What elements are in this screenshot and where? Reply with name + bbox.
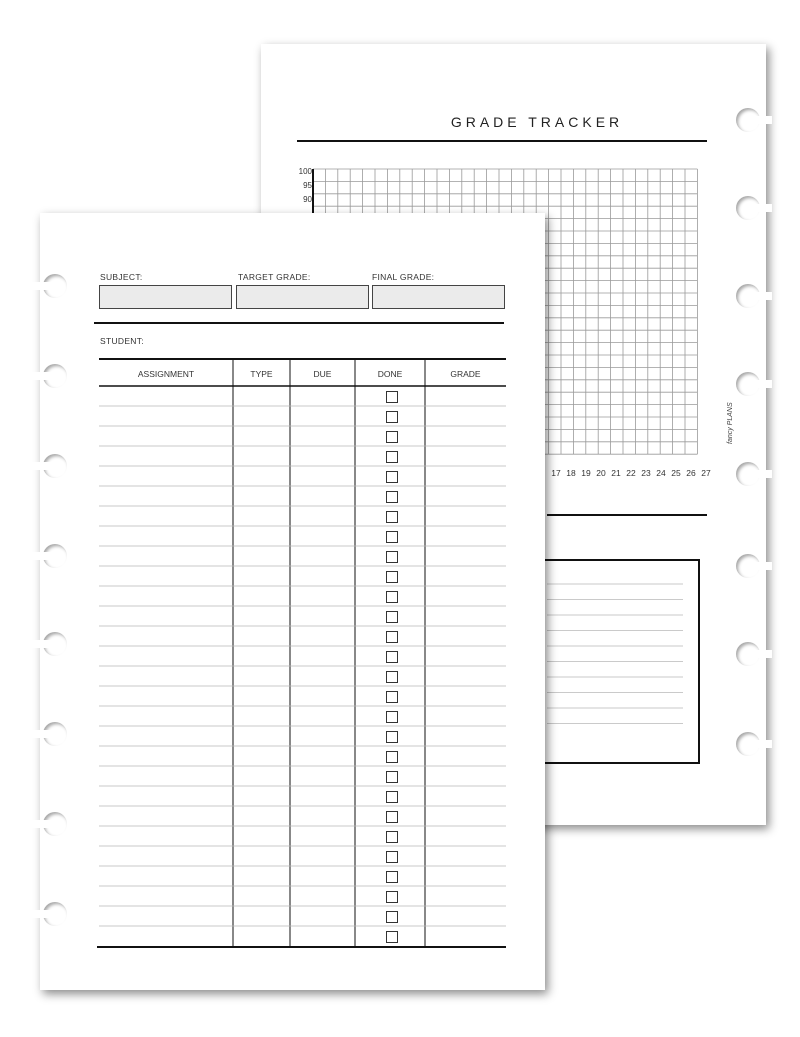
done-checkbox[interactable]: [386, 411, 398, 423]
binder-notch-opening: [31, 552, 55, 560]
binder-notch-opening: [31, 730, 55, 738]
done-checkbox[interactable]: [386, 551, 398, 563]
x-axis-label: 20: [596, 468, 606, 478]
x-axis-label: 25: [671, 468, 681, 478]
done-checkbox[interactable]: [386, 651, 398, 663]
x-axis-label: 23: [641, 468, 651, 478]
done-checkbox[interactable]: [386, 871, 398, 883]
subject-label: SUBJECT:: [100, 272, 143, 282]
done-checkbox[interactable]: [386, 711, 398, 723]
binder-notch-opening: [31, 372, 55, 380]
done-checkbox[interactable]: [386, 451, 398, 463]
binder-notch-opening: [748, 470, 772, 478]
binder-notch-opening: [748, 740, 772, 748]
y-axis-label-100: 100: [298, 167, 312, 176]
done-checkbox[interactable]: [386, 571, 398, 583]
done-checkbox[interactable]: [386, 891, 398, 903]
y-axis-label-95: 95: [303, 181, 312, 190]
done-checkbox[interactable]: [386, 611, 398, 623]
binder-notch-opening: [748, 292, 772, 300]
x-axis-label: 27: [701, 468, 711, 478]
x-axis-label: 21: [611, 468, 621, 478]
done-checkbox[interactable]: [386, 791, 398, 803]
done-checkbox[interactable]: [386, 491, 398, 503]
done-checkbox[interactable]: [386, 671, 398, 683]
table-bottom-rule: [97, 946, 506, 948]
binder-notch-opening: [31, 910, 55, 918]
done-checkbox[interactable]: [386, 531, 398, 543]
done-checkbox[interactable]: [386, 511, 398, 523]
binder-notch-opening: [31, 820, 55, 828]
done-checkbox[interactable]: [386, 931, 398, 943]
page-title: GRADE TRACKER: [450, 114, 624, 130]
done-checkbox[interactable]: [386, 911, 398, 923]
done-checkbox[interactable]: [386, 591, 398, 603]
final-grade-label: FINAL GRADE:: [372, 272, 435, 282]
brand-logo: fancy PLANS: [727, 402, 734, 444]
assignment-table: [40, 213, 545, 990]
binder-notch-opening: [31, 282, 55, 290]
binder-notch-opening: [748, 204, 772, 212]
done-checkbox[interactable]: [386, 471, 398, 483]
done-checkbox[interactable]: [386, 811, 398, 823]
column-header-grade: GRADE: [450, 369, 481, 379]
x-axis-label: 26: [686, 468, 696, 478]
x-axis-label: 18: [566, 468, 576, 478]
binder-notch-opening: [748, 650, 772, 658]
done-checkbox[interactable]: [386, 691, 398, 703]
binder-notch-opening: [748, 380, 772, 388]
binder-notch-opening: [748, 562, 772, 570]
done-checkbox[interactable]: [386, 631, 398, 643]
done-checkbox[interactable]: [386, 751, 398, 763]
column-header-due: DUE: [313, 369, 332, 379]
column-header-done: DONE: [377, 369, 403, 379]
done-checkbox[interactable]: [386, 831, 398, 843]
column-header-assignment: ASSIGNMENT: [137, 369, 195, 379]
done-checkbox[interactable]: [386, 771, 398, 783]
student-label: STUDENT:: [100, 336, 144, 346]
x-axis-label: 22: [626, 468, 636, 478]
done-checkbox[interactable]: [386, 431, 398, 443]
x-axis-label: 24: [656, 468, 666, 478]
y-axis-label-90: 90: [303, 195, 312, 204]
done-checkbox[interactable]: [386, 851, 398, 863]
column-header-type: TYPE: [250, 369, 273, 379]
assignment-page: [40, 213, 545, 990]
x-axis-label: 19: [581, 468, 591, 478]
binder-notch-opening: [748, 116, 772, 124]
done-checkbox[interactable]: [386, 391, 398, 403]
x-axis-label: 17: [551, 468, 561, 478]
target-grade-label: TARGET GRADE:: [238, 272, 311, 282]
done-checkbox[interactable]: [386, 731, 398, 743]
binder-notch-opening: [31, 462, 55, 470]
binder-notch-opening: [31, 640, 55, 648]
